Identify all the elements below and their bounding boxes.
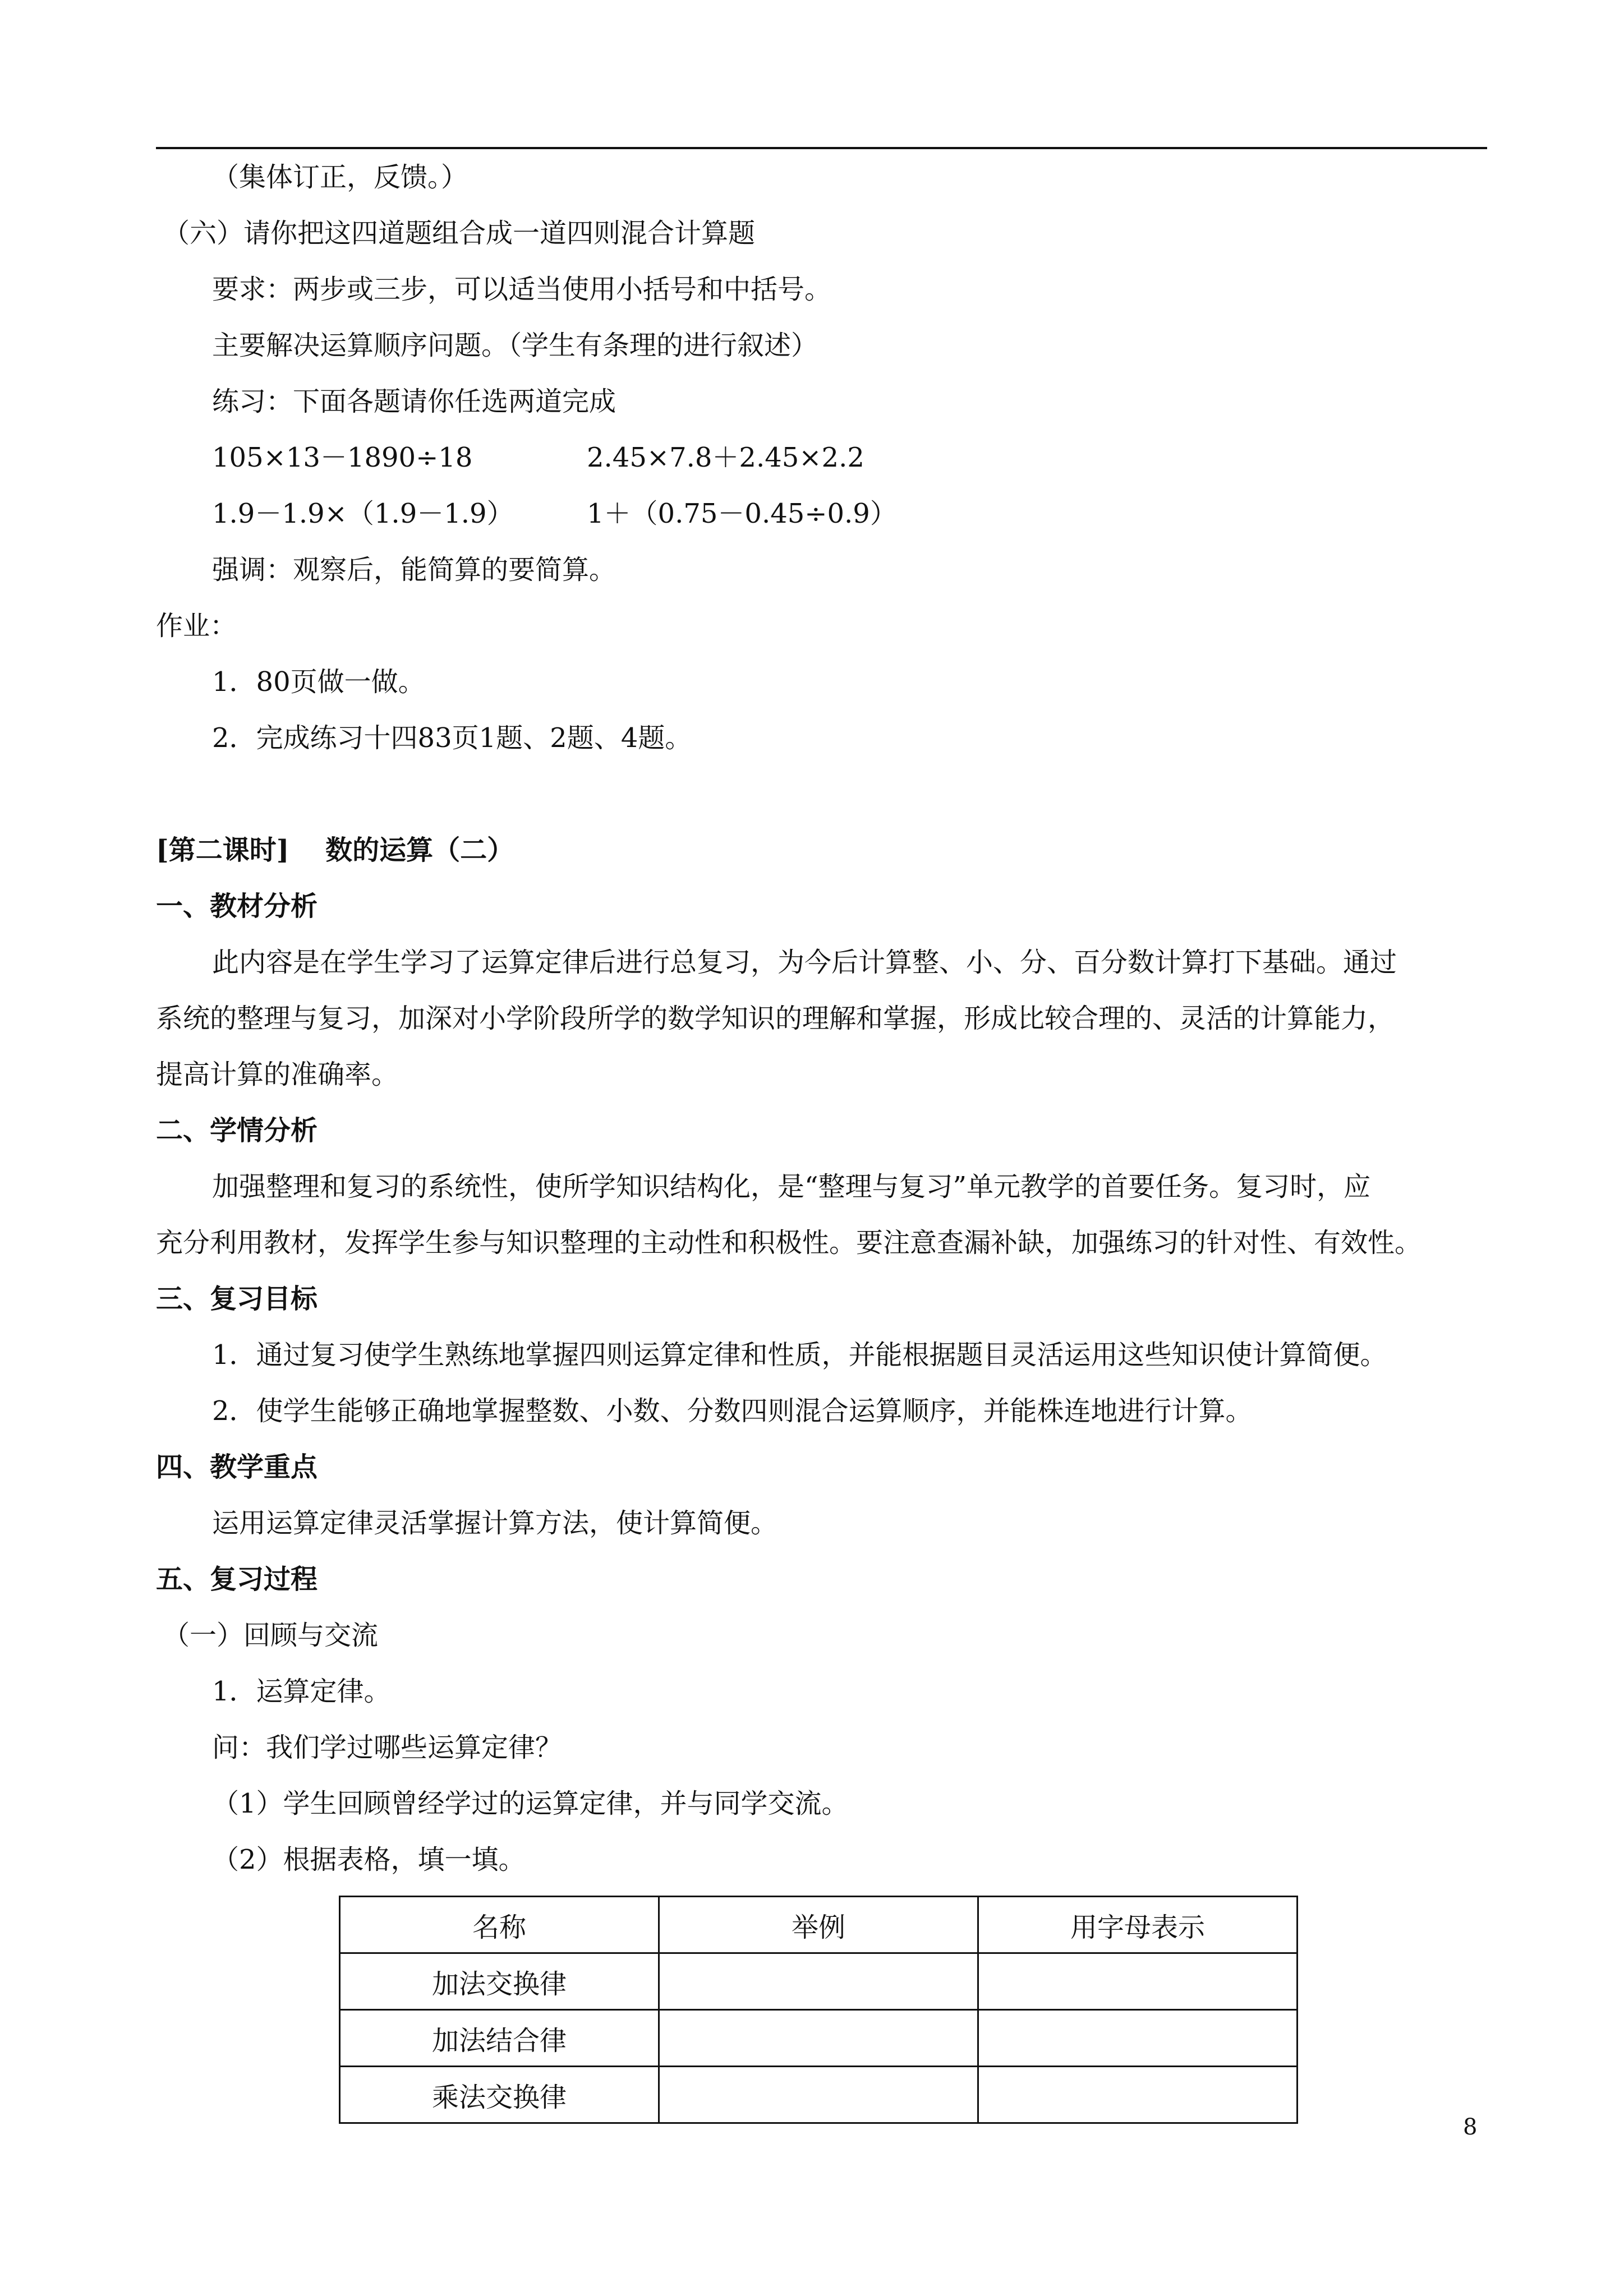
table-cell: 加法交换律 — [340, 1953, 659, 2010]
text-line: （一）回顾与交流 — [163, 1620, 379, 1651]
section-heading: 四、教学重点 — [156, 1451, 318, 1483]
text-line: 作业： — [156, 610, 237, 642]
text-line: 要求：两步或三步，可以适当使用小括号和中括号。 — [212, 274, 832, 305]
expression: 1.9－1.9×（1.9－1.9） — [212, 498, 514, 529]
expression: 1＋（0.75－0.45÷0.9） — [587, 498, 897, 529]
paragraph-line: 系统的整理与复习，加深对小学阶段所学的数学知识的理解和掌握，形成比较合理的、灵活的计算能力， — [156, 1003, 1395, 1034]
table-header-cell: 举例 — [659, 1897, 978, 1953]
operation-laws-table — [339, 1896, 1298, 2124]
paragraph-line: 充分利用教材，发挥学生参与知识整理的主动性和积极性。要注意查漏补缺，加强练习的针对性、有效性。 — [156, 1227, 1422, 1258]
text-line: 强调：观察后，能简算的要简算。 — [212, 554, 617, 585]
section-heading: 一、教材分析 — [156, 891, 318, 922]
table-cell — [659, 1953, 978, 2010]
text-line: 1．80页做一做。 — [212, 666, 425, 698]
paragraph-line: 加强整理和复习的系统性，使所学知识结构化，是“整理与复习”单元教学的首要任务。复习时，应 — [212, 1171, 1371, 1202]
table-cell — [978, 2067, 1298, 2123]
text-line: 1．通过复习使学生熟练地掌握四则运算定律和性质，并能根据题目灵活运用这些知识使计算简便。 — [212, 1339, 1387, 1371]
table-header-row — [340, 1897, 1298, 1953]
table-row — [340, 2010, 1298, 2067]
section-heading: 三、复习目标 — [156, 1283, 318, 1315]
paragraph-line: 提高计算的准确率。 — [156, 1059, 399, 1090]
text-line: 主要解决运算顺序问题。（学生有条理的进行叙述） — [212, 330, 818, 361]
table-header-cell: 用字母表示 — [978, 1897, 1298, 1953]
text-line: 2．完成练习十四83页1题、2题、4题。 — [212, 722, 692, 754]
text-line: （2）根据表格，填一填。 — [212, 1844, 526, 1875]
text-line: 问：我们学过哪些运算定律？ — [212, 1732, 563, 1763]
text-line: （1）学生回顾曾经学过的运算定律，并与同学交流。 — [212, 1788, 849, 1819]
text-line: 运用运算定律灵活掌握计算方法，使计算简便。 — [212, 1507, 778, 1539]
table-row — [340, 2067, 1298, 2123]
table-cell — [659, 2067, 978, 2123]
page-number: 8 — [1463, 2114, 1478, 2140]
table-cell — [659, 2010, 978, 2067]
section-heading: 五、复习过程 — [156, 1564, 318, 1595]
expression: 105×13－1890÷18 — [212, 442, 473, 473]
expression: 2.45×7.8＋2.45×2.2 — [587, 442, 864, 473]
text-line: 练习：下面各题请你任选两道完成 — [212, 386, 617, 417]
table-row — [340, 1953, 1298, 2010]
text-line: 2．使学生能够正确地掌握整数、小数、分数四则混合运算顺序，并能株连地进行计算。 — [212, 1395, 1253, 1427]
lesson-title: [第二课时] 数的运算（二） — [156, 835, 514, 866]
text-line: （六）请你把这四道题组合成一道四则混合计算题 — [163, 218, 756, 249]
paragraph-line: 此内容是在学生学习了运算定律后进行总复习，为今后计算整、小、分、百分数计算打下基础。通过 — [212, 947, 1397, 978]
table-cell: 加法结合律 — [340, 2010, 659, 2067]
table-header-cell: 名称 — [340, 1897, 659, 1953]
table-cell — [978, 2010, 1298, 2067]
header-rule — [156, 147, 1487, 149]
section-heading: 二、学情分析 — [156, 1115, 318, 1146]
text-line: （集体订正，反馈。） — [212, 162, 468, 193]
text-line: 1．运算定律。 — [212, 1676, 391, 1707]
table-cell: 乘法交换律 — [340, 2067, 659, 2123]
table-cell — [978, 1953, 1298, 2010]
